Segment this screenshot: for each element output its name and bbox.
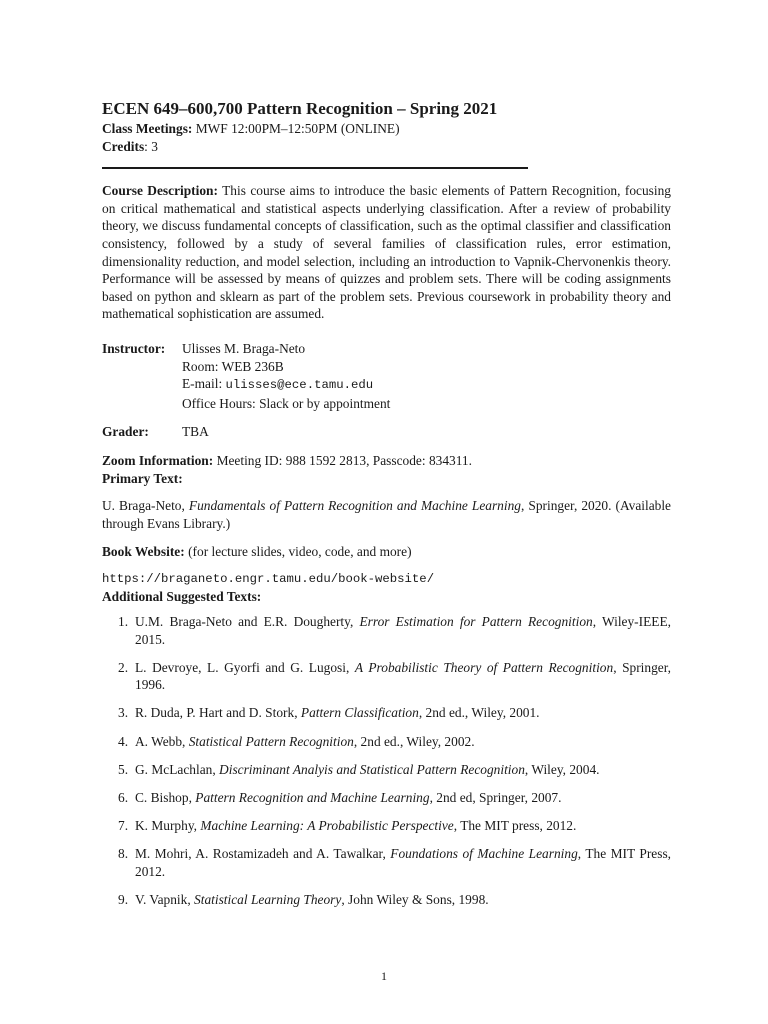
list-item-rest: , The MIT press, 2012. (453, 817, 577, 833)
list-item-authors: R. Duda, P. Hart and D. Stork, (135, 705, 301, 721)
course-title: ECEN 649–600,700 Pattern Recognition – Spring 2021 (102, 99, 498, 118)
instructor-label: Instructor: (102, 340, 166, 356)
list-item (102, 845, 671, 880)
grader-value: TBA (182, 424, 209, 440)
list-item-title: Statistical Learning Theory (194, 891, 342, 907)
instructor-room: Room: WEB 236B (182, 358, 284, 374)
list-item-number: 5. (118, 761, 129, 777)
list-item-number: 9. (118, 891, 129, 907)
book-website-note: (for lecture slides, video, code, and more) (188, 544, 412, 560)
list-item-title: Statistical Pattern Recognition (188, 733, 354, 749)
class-meetings-value: MWF 12:00PM–12:50PM (ONLINE) (195, 121, 400, 136)
primary-text-heading: Primary Text: (102, 470, 183, 486)
book-website-url[interactable]: https://braganeto.engr.tamu.edu/book-website/ (102, 571, 435, 586)
list-item (102, 704, 671, 722)
list-item-title: Discriminant Analyis and Statistical Pattern Recognition (219, 761, 525, 777)
credits (102, 138, 671, 156)
list-item-title: Error Estimation for Pattern Recognition (359, 614, 593, 630)
list-item-authors: M. Mohri, A. Rostamizadeh and A. Tawalkar, (135, 845, 391, 861)
list-item-authors: A. Webb, (135, 733, 189, 749)
book-website-label: Book Website: (102, 544, 185, 560)
email-label: E-mail: (182, 376, 226, 392)
credits-value: : 3 (144, 138, 158, 154)
list-item (102, 817, 671, 835)
list-item (102, 613, 671, 648)
list-item-number: 3. (118, 705, 129, 721)
list-item (102, 761, 671, 779)
list-item-authors: V. Vapnik, (135, 891, 195, 907)
list-item-number: 6. (118, 789, 129, 805)
list-item-title: Pattern Classification (300, 705, 419, 721)
list-item-rest: , 2nd ed, Springer, 2007. (429, 789, 562, 805)
instructor-block (102, 340, 671, 412)
list-item (102, 891, 671, 909)
list-item (102, 789, 671, 807)
course-description (102, 182, 671, 323)
email-link[interactable]: ulisses@ece.tamu.edu (225, 378, 374, 393)
book-website (102, 543, 671, 561)
course-description-text: This course aims to introduce the basic elements of Pattern Recognition, focusing on critical mathematical and statistical aspects underlying classification. After a review of probability theory, we discuss fundamental concepts of classification, such as the optimal classifier and classification consistency, followed by a study of several families of classification rules, error estimation, dimensionality reduction, and model selection, including an introduction to Vapnik-Chervonenkis theory. Performance will be assessed by means of quizzes and problem sets. There will be coding assignments based on python and sklearn as part of the problem sets. Previous coursework in probability theory and mathematical sophistication are assumed. (102, 183, 671, 322)
list-item-rest: , The MIT Press, 2012. (135, 845, 672, 879)
list-item-number: 8. (118, 845, 129, 861)
list-item-rest: , Springer, 1996. (135, 659, 672, 693)
page-number: 1 (381, 969, 387, 983)
list-item-rest: , 2nd ed., Wiley, 2002. (353, 733, 475, 749)
list-item-title: A Probabilistic Theory of Pattern Recognition (354, 659, 614, 675)
list-item-title: Machine Learning: A Probabilistic Perspective (200, 817, 454, 833)
class-meetings (102, 120, 671, 138)
zoom-label: Zoom Information: (102, 452, 214, 468)
syllabus-page (102, 98, 671, 919)
list-item-number: 4. (118, 733, 129, 749)
additional-texts-heading: Additional Suggested Texts: (102, 589, 262, 605)
list-item-authors: C. Bishop, (135, 789, 196, 805)
additional-texts-list (102, 613, 671, 908)
credits-label: Credits (102, 138, 145, 154)
list-item-rest: , 2nd ed., Wiley, 2001. (418, 705, 540, 721)
list-item-rest: , Wiley, 2004. (524, 761, 600, 777)
instructor-name: Ulisses M. Braga-Neto (182, 340, 306, 356)
list-item-authors: K. Murphy, (135, 817, 201, 833)
primary-text-citation (102, 497, 671, 532)
zoom-information (102, 452, 671, 470)
primary-text-title: Fundamentals of Pattern Recognition and Machine Learning (188, 498, 521, 514)
list-item (102, 659, 671, 694)
grader-label: Grader: (102, 424, 149, 440)
list-item-title: Pattern Recognition and Machine Learning (195, 789, 430, 805)
class-meetings-label: Class Meetings: (102, 121, 193, 136)
list-item-authors: U.M. Braga-Neto and E.R. Dougherty, (135, 614, 360, 630)
list-item-title: Foundations of Machine Learning (390, 845, 578, 861)
zoom-value: Meeting ID: 988 1592 2813, Passcode: 834311. (216, 452, 472, 468)
course-description-label: Course Description: (102, 183, 218, 199)
list-item-rest: , John Wiley & Sons, 1998. (341, 891, 489, 907)
instructor-email (182, 375, 671, 395)
header-divider (102, 167, 528, 169)
list-item-number: 2. (118, 659, 129, 675)
list-item-rest: , Wiley-IEEE, 2015. (135, 614, 671, 647)
list-item-authors: L. Devroye, L. Gyorfi and G. Lugosi, (135, 659, 355, 675)
primary-text-rest: , Springer, 2020. (Available through Evans Library.) (102, 498, 671, 531)
grader-block (102, 423, 671, 441)
office-hours: Office Hours: Slack or by appointment (182, 395, 391, 411)
list-item-number: 1. (118, 614, 129, 630)
list-item-authors: G. McLachlan, (135, 761, 220, 777)
list-item-number: 7. (118, 817, 129, 833)
primary-text-authors: U. Braga-Neto, (102, 498, 189, 514)
list-item (102, 733, 671, 751)
